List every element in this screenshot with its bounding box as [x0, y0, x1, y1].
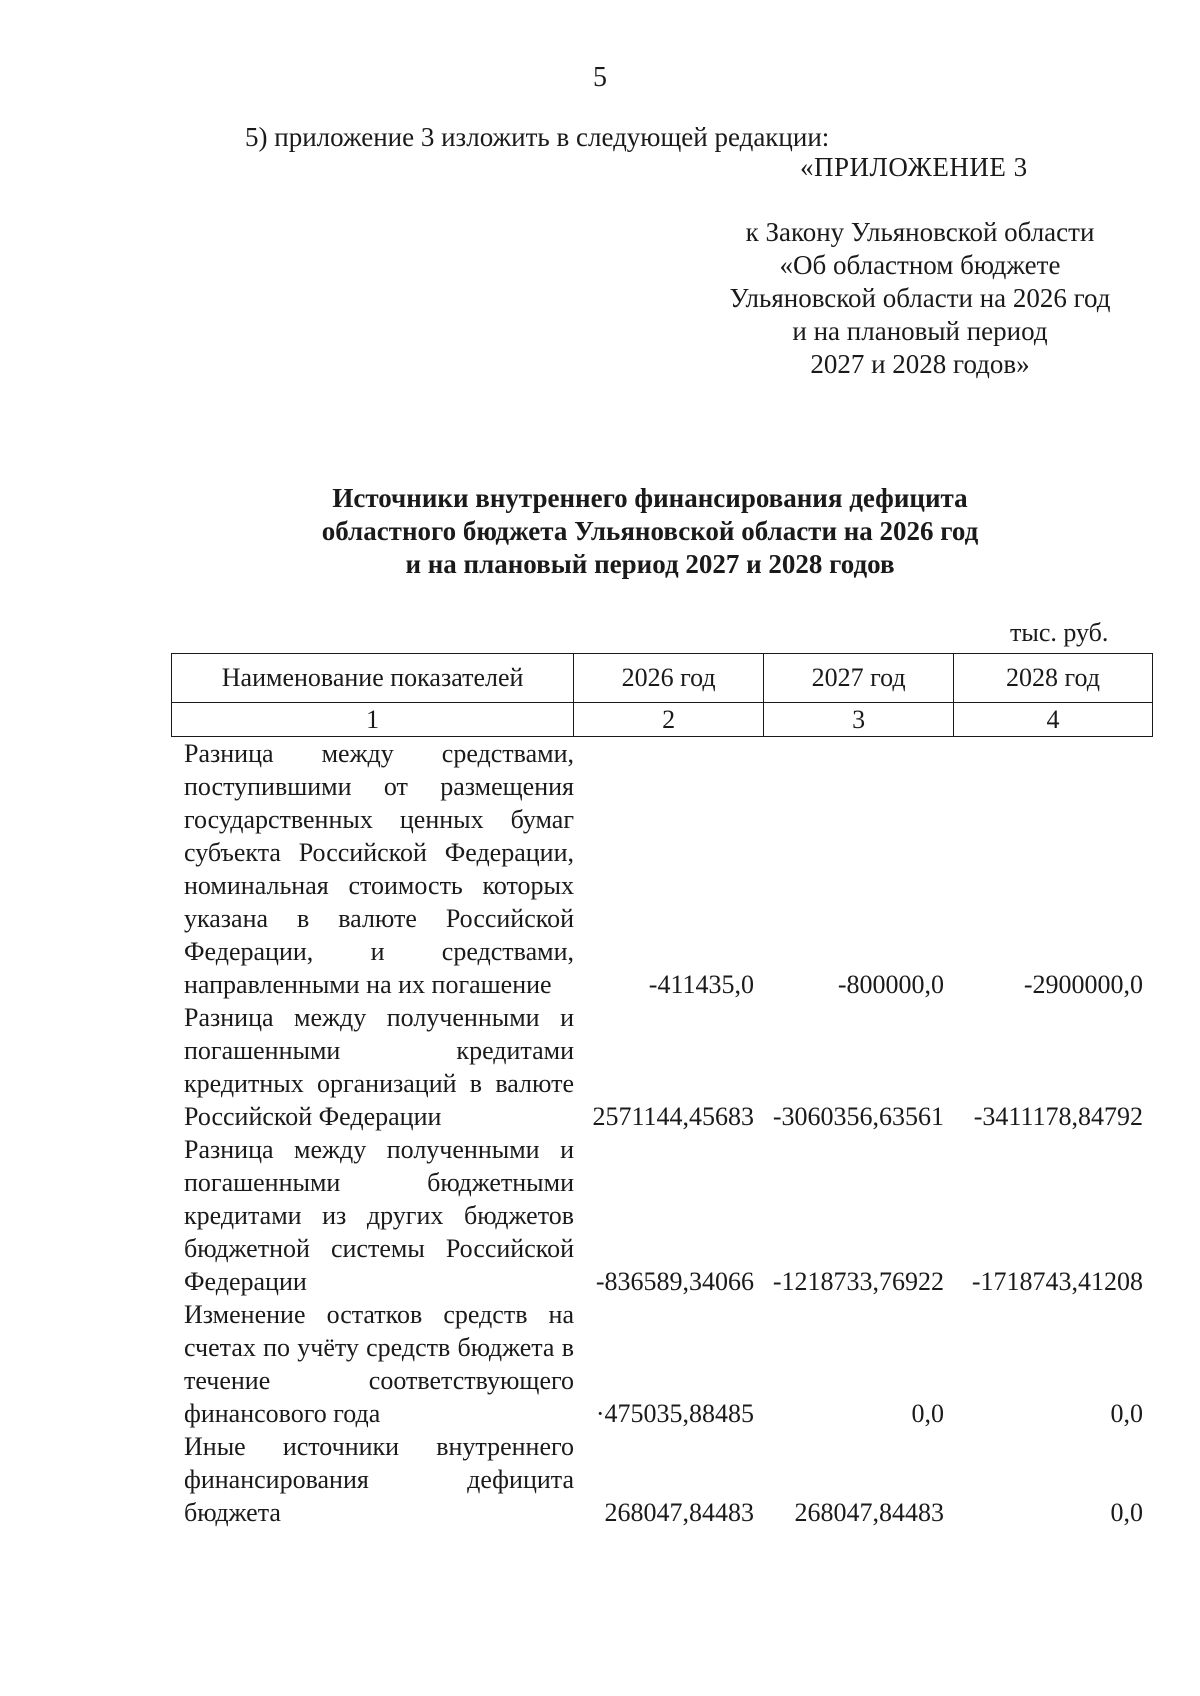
value-2028: -3411178,84792	[973, 1102, 1143, 1131]
title-line: Источники внутреннего финансирования дефицита	[332, 483, 968, 513]
value-2026: -836589,34066	[595, 1267, 754, 1296]
value-2028: -1718743,41208	[971, 1267, 1143, 1296]
page-number: 5	[593, 62, 607, 93]
value-2028: 0,0	[1110, 1399, 1143, 1428]
title-line: областного бюджета Ульяновской области на 2026 год	[321, 516, 979, 546]
header-2026: 2026 год	[574, 654, 764, 703]
value-2027: -1218733,76922	[772, 1267, 944, 1296]
value-2028: 0,0	[1110, 1498, 1143, 1527]
appendix-reference	[700, 216, 1140, 381]
appendix-ref-line: «Об областном бюджете	[779, 250, 1061, 280]
document-title	[270, 482, 1030, 581]
value-2027: -3060356,63561	[772, 1102, 944, 1131]
row-name: Иные источники внутреннего финансирования дефицита бюджета	[184, 1432, 574, 1527]
column-number: 1	[172, 703, 574, 737]
appendix-ref-line: к Закону Ульяновской области	[745, 217, 1095, 247]
table-row	[171, 1298, 1153, 1430]
table-row	[171, 737, 1153, 1001]
row-name: Разница между полученными и погашенными бюджетными кредитами из других бюджетов бюджетной системы Российской Федерации	[184, 1135, 574, 1296]
table-row	[171, 1430, 1153, 1529]
table-header	[171, 653, 1153, 737]
value-2027: 0,0	[911, 1399, 944, 1428]
row-name: Изменение остатков средств на счетах по учёту средств бюджета в течение соответствующего финансового года	[184, 1300, 574, 1428]
table-row	[171, 1001, 1153, 1133]
header-row	[172, 654, 1153, 703]
appendix-ref-line: Ульяновской области на 2026 год	[729, 283, 1111, 313]
appendix-label: «ПРИЛОЖЕНИЕ 3	[800, 152, 1028, 182]
value-2028: -2900000,0	[1023, 970, 1143, 999]
value-2026: 2571144,45683	[592, 1102, 754, 1131]
appendix-ref-line: 2027 и 2028 годов»	[810, 349, 1030, 379]
intro-text: 5) приложение 3 изложить в следующей редакции:	[245, 122, 830, 152]
appendix-ref-line: и на плановый период	[792, 316, 1048, 346]
column-number: 4	[954, 703, 1153, 737]
units-label: тыс. руб.	[1010, 618, 1109, 647]
value-2026: ·475035,88485	[595, 1399, 754, 1428]
value-2027: 268047,84483	[794, 1498, 944, 1527]
value-2026: 268047,84483	[604, 1498, 754, 1527]
header-2027: 2027 год	[764, 654, 954, 703]
value-2027: -800000,0	[837, 970, 944, 999]
row-name: Разница между полученными и погашенными кредитами кредитных организаций в валюте Российской Федерации	[184, 1003, 574, 1131]
value-2026: -411435,0	[648, 970, 754, 999]
title-line: и на плановый период 2027 и 2028 годов	[405, 549, 895, 579]
table-body	[171, 737, 1153, 1529]
table-row	[171, 1133, 1153, 1298]
header-2028: 2028 год	[954, 654, 1153, 703]
header-name: Наименование показателей	[172, 654, 574, 703]
column-number: 2	[574, 703, 764, 737]
row-name: Разница между средствами, поступившими от размещения государственных ценных бумаг субъекта Российской Федерации, номинальная стоимость которых указана в валюте Российской Федерации, и средствами, направленными на их погашение	[184, 739, 574, 999]
column-number-row	[172, 703, 1153, 737]
column-number: 3	[764, 703, 954, 737]
